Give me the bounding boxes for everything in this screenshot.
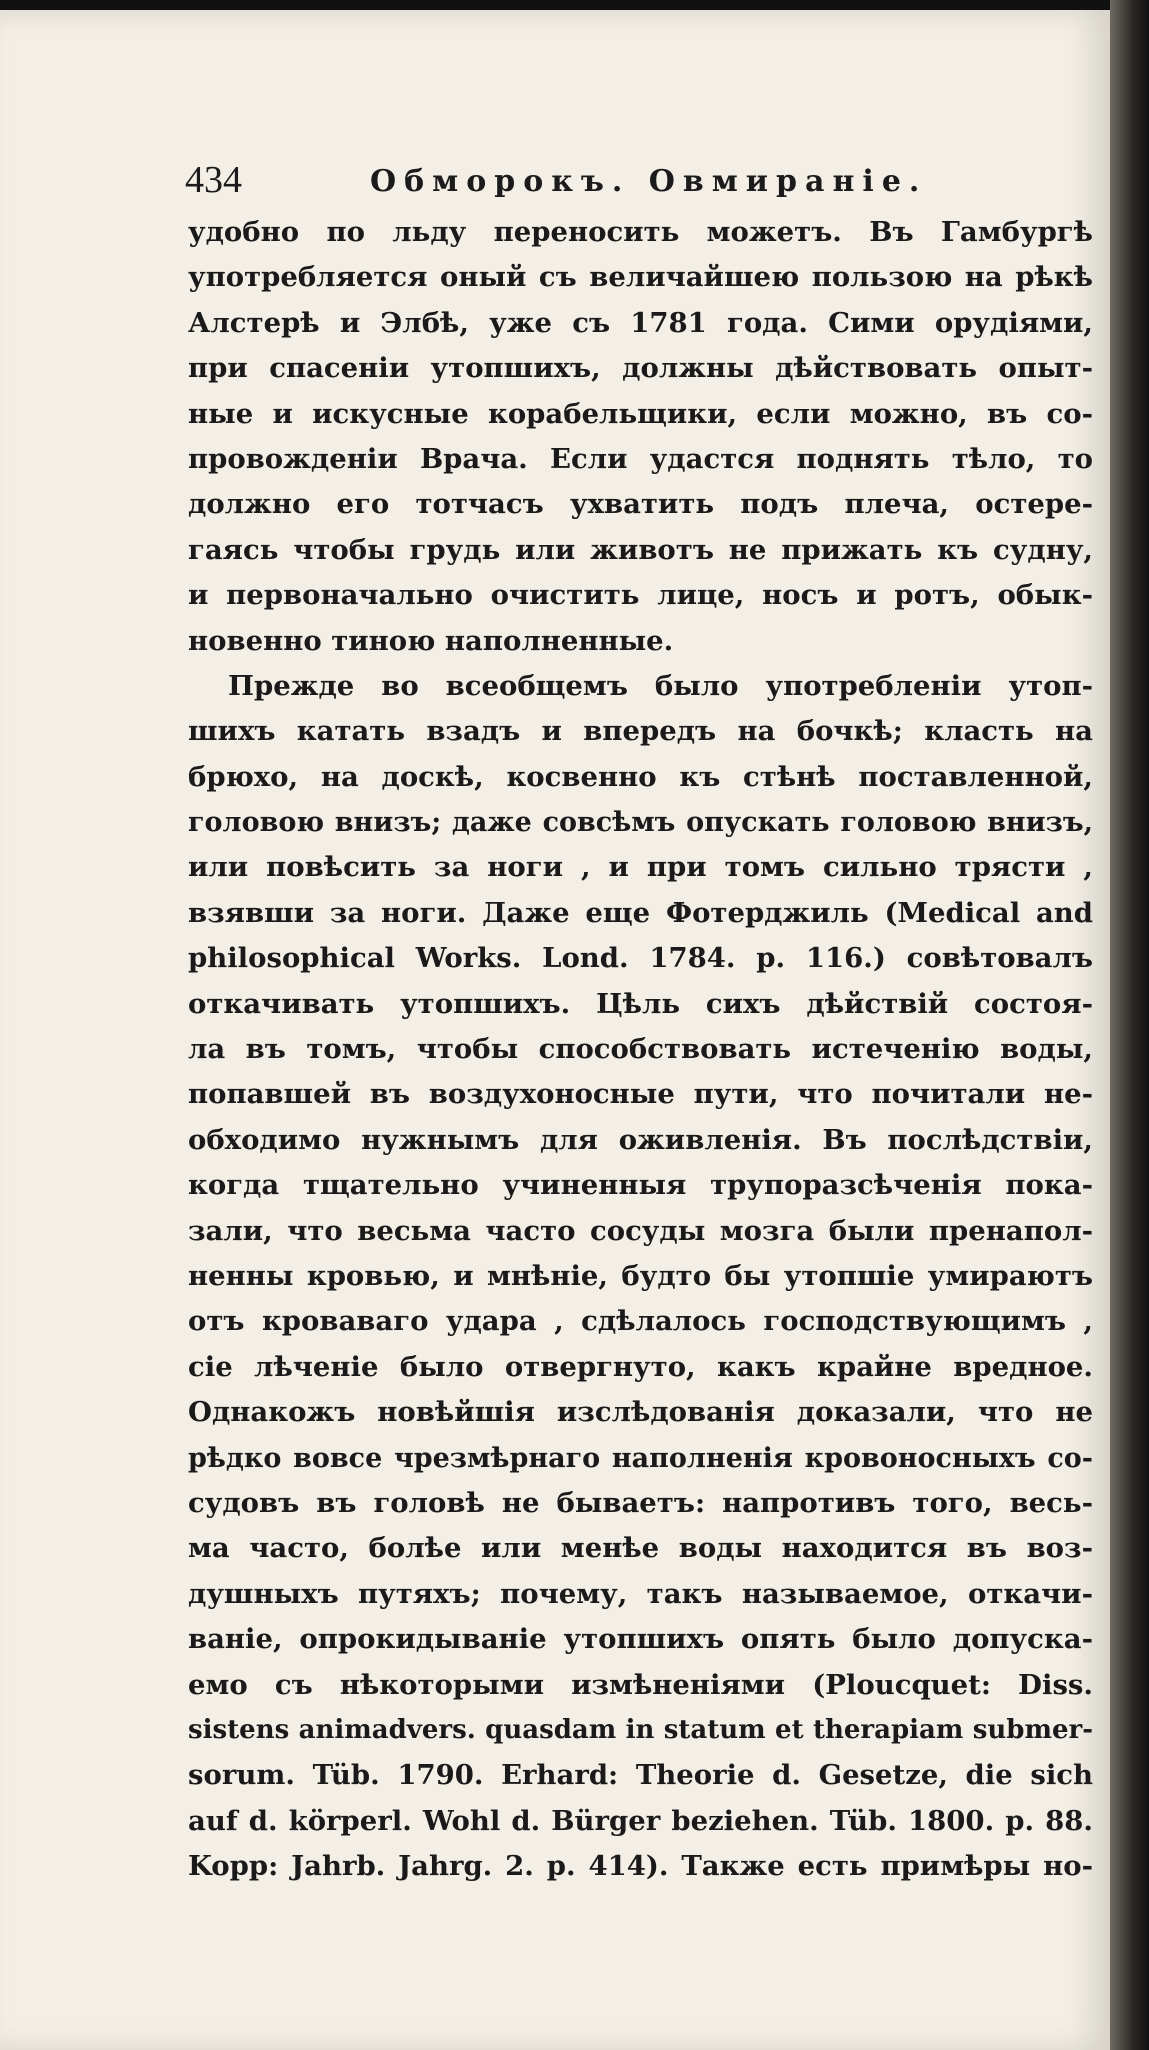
text-line: рѣдко вовсе чрезмѣрнаго наполненія кровоносныхъ со-: [188, 1442, 1093, 1474]
text-line: ма часто, болѣе или менѣе воды находится въ воз-: [188, 1532, 1093, 1565]
text-line: ные и искусные корабельщики, если можно, въ со-: [188, 397, 1093, 430]
text-line: sistens animadvers. quasdam in statum et therapiam submer-: [188, 1714, 1093, 1745]
text-line: шихъ катать взадъ и впередъ на бочкѣ; класть на: [188, 715, 1093, 748]
page-header: [185, 158, 985, 208]
text-line: philosophical Works. Lond. 1784. p. 116.) совѣтовалъ: [188, 942, 1093, 975]
book-page: [0, 10, 1110, 2050]
text-line: ненны кровью, и мнѣніе, будто бы утопшіе умираютъ: [188, 1259, 1093, 1292]
text-line: брюхо, на доскѣ, косвенно къ стѣнѣ поставленной,: [188, 760, 1093, 793]
text-line: удобно по льду переносить можетъ. Въ Гамбургѣ: [188, 216, 1093, 248]
text-line: головою внизъ; даже совсѣмъ опускать головою внизъ,: [188, 807, 1093, 839]
text-line: и первоначально очистить лице, носъ и ротъ, обык-: [188, 579, 1093, 612]
running-head: Обморокъ. Овмираніе.: [370, 164, 928, 199]
text-line: гаясь чтобы грудь или животъ не прижать къ судну,: [188, 533, 1093, 566]
text-line: Алстерѣ и Элбѣ, уже съ 1781 года. Сими орудіями,: [188, 306, 1093, 339]
text-line: Kopp: Jahrb. Jahrg. 2. p. 414). Также есть примѣры но-: [188, 1850, 1093, 1883]
text-line: взявши за ноги. Даже еще Фотерджиль (Medical and: [188, 896, 1093, 929]
text-line: ла въ томъ, чтобы способствовать истеченію воды,: [188, 1033, 1093, 1066]
text-line: попавшей въ воздухоносные пути, что почитали не-: [188, 1078, 1093, 1111]
text-line: зали, что весьма часто сосуды мозга были пренапол-: [188, 1214, 1093, 1247]
text-line: откачивать утопшихъ. Цѣль сихъ дѣйствій состоя-: [188, 987, 1093, 1020]
text-line: Однакожъ новѣйшія изслѣдованія доказали, что не: [188, 1396, 1093, 1429]
text-line: обходимо нужнымъ для оживленія. Въ послѣдствіи,: [188, 1123, 1093, 1156]
text-line: auf d. körperl. Wohl d. Bürger beziehen. Tüb. 1800. p. 88.: [188, 1804, 1093, 1837]
text-line: душныхъ путяхъ; почему, такъ называемое, откачи-: [188, 1577, 1093, 1610]
text-line: должно его тотчасъ ухватить подъ плеча, остере-: [188, 488, 1093, 521]
text-line: сіе лѣченіе было отвергнуто, какъ крайне вредное.: [188, 1350, 1093, 1383]
text-line: sorum. Tüb. 1790. Erhard: Theorie d. Gesetze, die sich: [188, 1759, 1093, 1792]
page-edge-shadow: [1110, 0, 1149, 2050]
page-number: 434: [185, 159, 242, 201]
text-line: ваніе, опрокидываніе утопшихъ опять было допуска-: [188, 1623, 1093, 1656]
text-line: провожденіи Врача. Если удастся поднять тѣло, то: [188, 442, 1093, 475]
text-line: когда тщательно учиненныя трупоразсѣченія пока-: [188, 1169, 1093, 1202]
text-line: емо съ нѣкоторыми измѣненіями (Ploucquet: Diss.: [188, 1668, 1093, 1701]
text-line: судовъ въ головѣ не бываетъ: напротивъ того, весь-: [188, 1486, 1093, 1519]
text-line: или повѣсить за ноги , и при томъ сильно трясти ,: [188, 851, 1093, 884]
text-line: отъ кроваваго удара , сдѣлалось господствующимъ ,: [188, 1305, 1093, 1338]
text-line: употребляется оный съ величайшею пользою на рѣкѣ: [188, 261, 1093, 294]
paragraph-start-line: Прежде во всеобщемъ было употребленіи утоп-: [228, 669, 1093, 702]
scan-top-border: [0, 0, 1149, 10]
text-line: при спасеніи утопшихъ, должны дѣйствовать опыт-: [188, 352, 1093, 385]
body-text: [188, 210, 1093, 1889]
text-line: новенно тиною наполненные.: [188, 624, 674, 657]
